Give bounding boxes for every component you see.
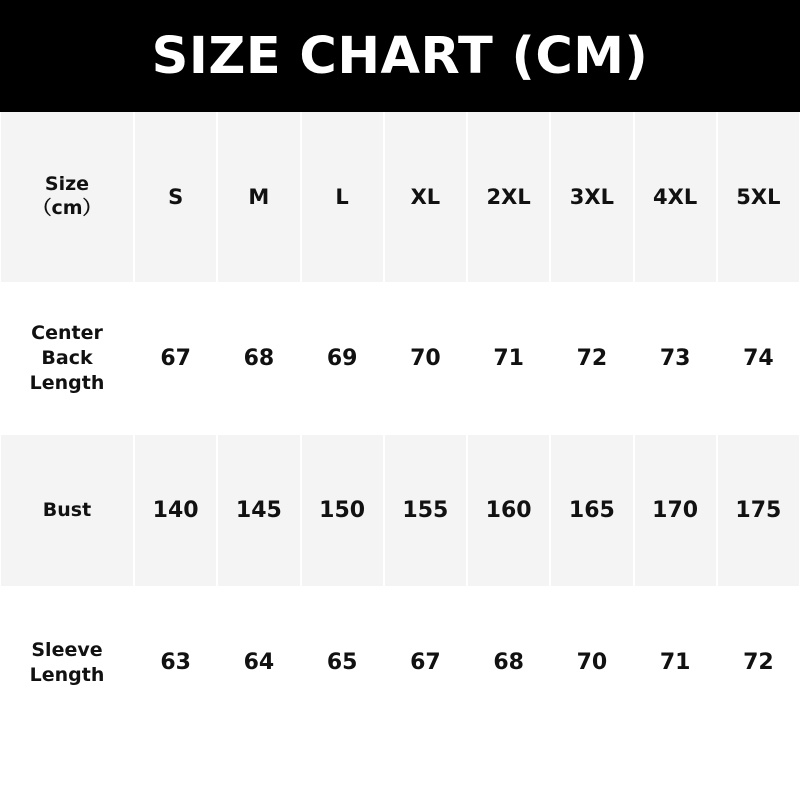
row-label-line2: Back [41, 347, 93, 370]
cell-sleeve-length-5xl: 72 [717, 587, 800, 738]
cell-sleeve-length-3xl: 70 [550, 587, 633, 738]
bottom-whitespace [0, 754, 800, 800]
column-header-m: M [217, 112, 300, 282]
cell-center-back-length-s: 67 [134, 283, 217, 434]
cell-center-back-length-4xl: 73 [634, 283, 717, 434]
column-header-s: S [134, 112, 217, 282]
row-label-line3: Length [29, 371, 105, 394]
row-label-sleeve-length [0, 587, 134, 738]
row-label-line2: Length [29, 663, 105, 686]
row-label-line1: Sleeve [31, 638, 103, 661]
cell-bust-4xl: 170 [634, 435, 717, 586]
column-header-xl: XL [384, 112, 467, 282]
cell-center-back-length-m: 68 [217, 283, 300, 434]
column-header-l: L [301, 112, 384, 282]
cell-center-back-length-xl: 70 [384, 283, 467, 434]
cell-center-back-length-l: 69 [301, 283, 384, 434]
cell-sleeve-length-s: 63 [134, 587, 217, 738]
cell-bust-m: 145 [217, 435, 300, 586]
cell-sleeve-length-4xl: 71 [634, 587, 717, 738]
cell-bust-2xl: 160 [467, 435, 550, 586]
corner-label [0, 112, 134, 282]
cell-center-back-length-3xl: 72 [550, 283, 633, 434]
cell-sleeve-length-2xl: 68 [467, 587, 550, 738]
row-label-line1: Bust [42, 499, 92, 522]
row-label-bust [0, 435, 134, 586]
table-header-row [0, 112, 800, 282]
column-header-4xl: 4XL [634, 112, 717, 282]
cell-center-back-length-2xl: 71 [467, 283, 550, 434]
cell-bust-xl: 155 [384, 435, 467, 586]
size-chart-table [0, 112, 800, 738]
page-title: SIZE CHART (CM) [151, 26, 649, 86]
row-label-center-back-length [0, 283, 134, 434]
table-row [0, 283, 800, 434]
cell-sleeve-length-l: 65 [301, 587, 384, 738]
column-header-5xl: 5XL [717, 112, 800, 282]
corner-label-line2: （cm） [32, 197, 102, 219]
row-label-line1: Center [31, 322, 103, 345]
title-bar [0, 0, 800, 112]
table-row [0, 587, 800, 738]
cell-bust-l: 150 [301, 435, 384, 586]
cell-sleeve-length-m: 64 [217, 587, 300, 738]
table-row [0, 435, 800, 586]
column-header-2xl: 2XL [467, 112, 550, 282]
cell-sleeve-length-xl: 67 [384, 587, 467, 738]
cell-bust-3xl: 165 [550, 435, 633, 586]
cell-bust-s: 140 [134, 435, 217, 586]
corner-label-line1: Size [44, 173, 90, 196]
cell-bust-5xl: 175 [717, 435, 800, 586]
cell-center-back-length-5xl: 74 [717, 283, 800, 434]
column-header-3xl: 3XL [550, 112, 633, 282]
